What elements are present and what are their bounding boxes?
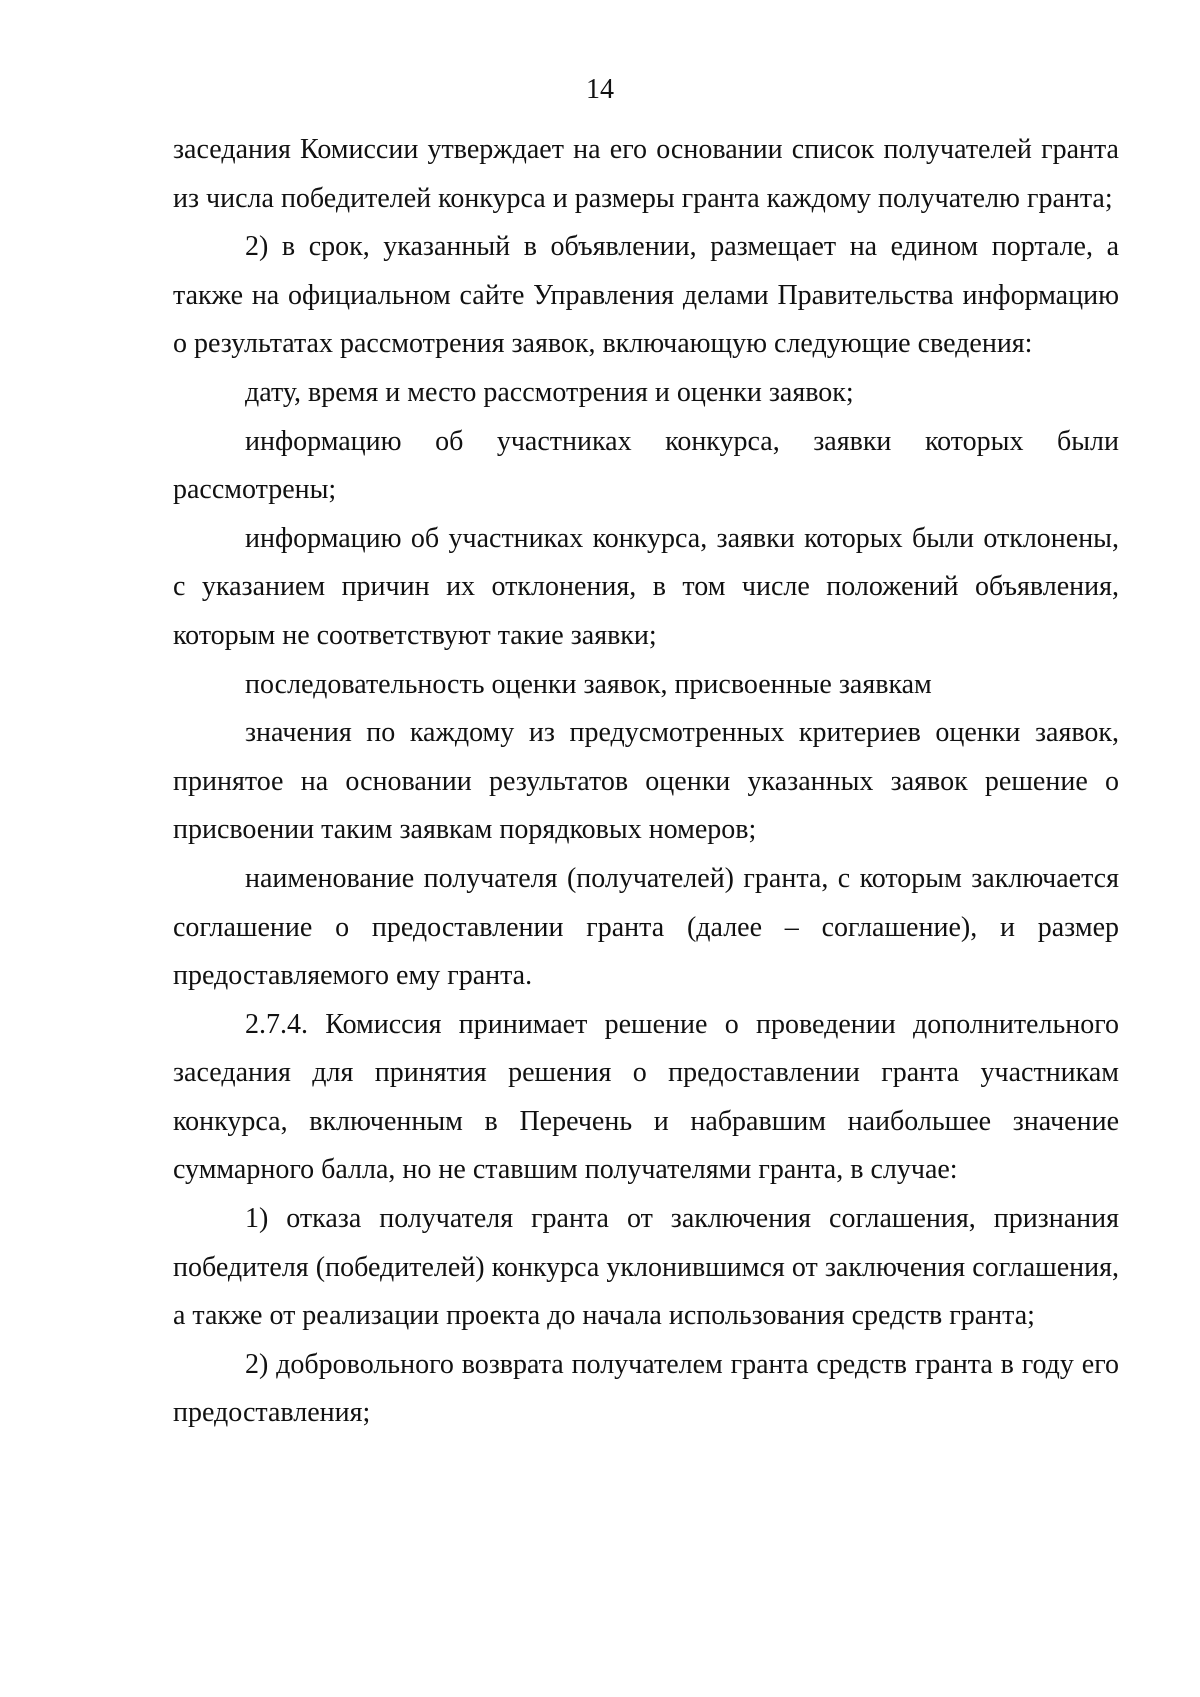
page-number: 14	[586, 74, 614, 105]
paragraph-criteria-values: значения по каждому из предусмотренных критериев оценки заявок, принятое на основании результатов оценки указанных заявок решение о присвоении таким заявкам порядковых номеров;	[173, 717, 1119, 846]
paragraph-case-2-voluntary-return: 2) добровольного возврата получателем гранта средств гранта в году его предоставления;	[173, 1348, 1119, 1429]
paragraph-2-7-4: 2.7.4. Комиссия принимает решение о проведении дополнительного заседания для принятия решения о предоставлении гранта участникам конкурса, включенным в Перечень и набравшим наибольшее значение суммарного балла, но не ставшим получателями гранта, в случае:	[173, 1008, 1119, 1186]
paragraph-rejected-participants: информацию об участниках конкурса, заявки которых были отклонены, с указанием причин их отклонения, в том числе положений объявления, которым не соответствуют такие заявки;	[173, 522, 1119, 651]
paragraph-continuation: заседания Комиссии утверждает на его основании список получателей гранта из числа победителей конкурса и размеры гранта каждому получателю гранта;	[173, 134, 1119, 214]
paragraph-reviewed-participants: информацию об участниках конкурса, заявки которых были рассмотрены;	[173, 425, 1119, 506]
paragraph-case-1-refusal: 1) отказа получателя гранта от заключения соглашения, признания победителя (победителей) конкурса уклонившимся от заключения соглашения, а также от реализации проекта до начала использования средств гранта;	[173, 1203, 1119, 1332]
paragraph-date-time-place: дату, время и место рассмотрения и оценки заявок;	[245, 376, 854, 408]
paragraph-evaluation-sequence: последовательность оценки заявок, присвоенные заявкам	[245, 668, 932, 700]
document-body	[173, 126, 1119, 1438]
paragraph-item-2-publish-results: 2) в срок, указанный в объявлении, размещает на едином портале, а также на официальном сайте Управления делами Правительства информацию о результатах рассмотрения заявок, включающую следующие сведения:	[173, 231, 1119, 360]
paragraph-recipient-name: наименование получателя (получателей) гранта, с которым заключается соглашение о предоставлении гранта (далее – соглашение), и размер предоставляемого ему гранта.	[173, 862, 1119, 992]
